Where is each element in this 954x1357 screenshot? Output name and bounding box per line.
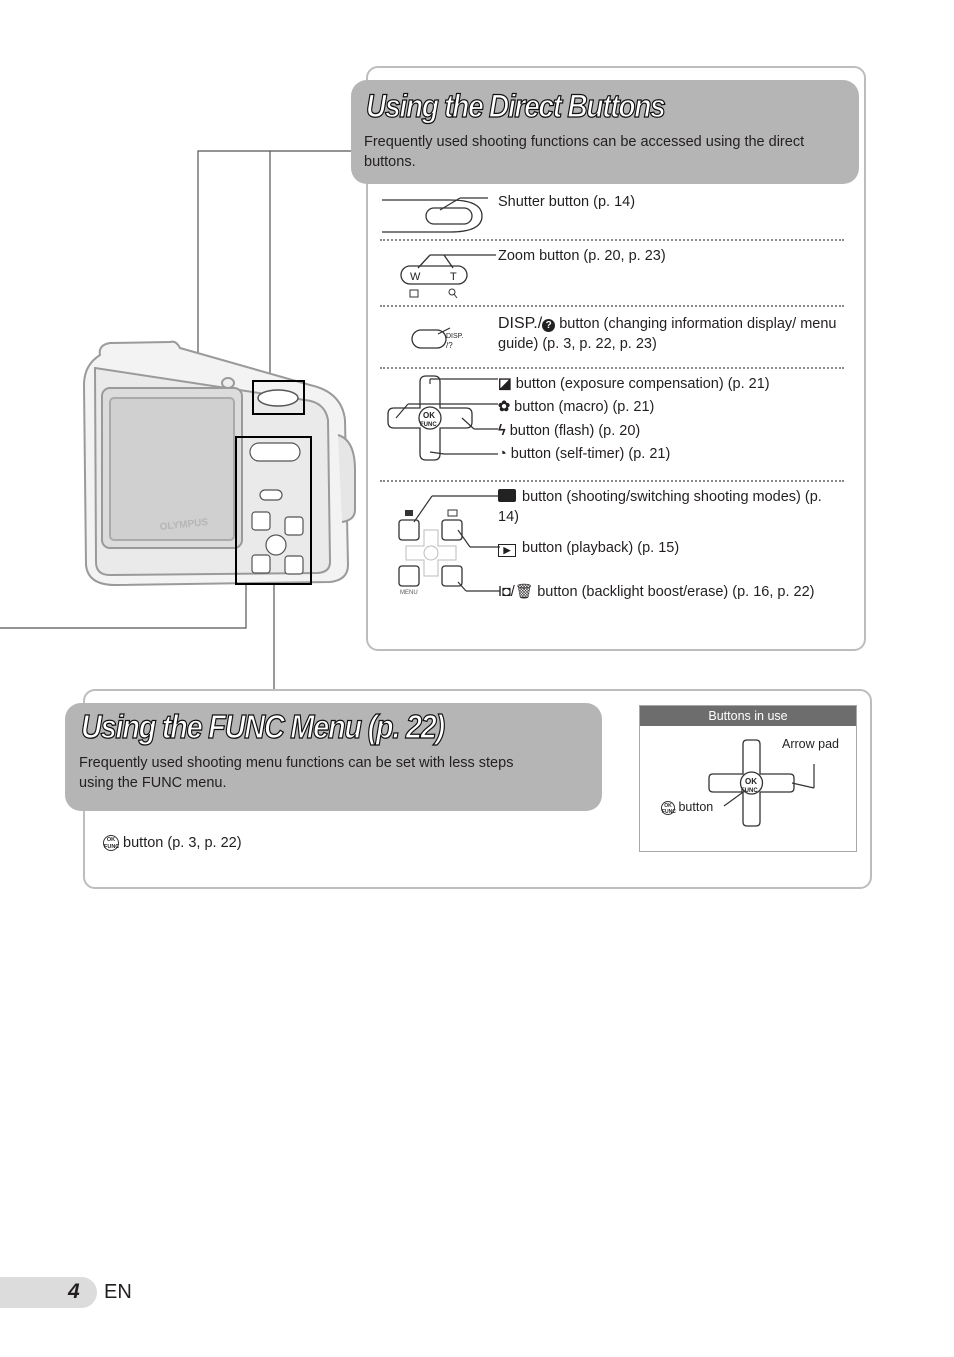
shooting-button-label: button (shooting/switching shooting modes) (p. 14) xyxy=(498,489,822,525)
selftimer-icon: ◔ xyxy=(498,446,507,462)
row-divider xyxy=(380,480,844,482)
mode-buttons-diagram xyxy=(394,490,504,600)
exposure-button-label: button (exposure compensation) (p. 21) xyxy=(515,376,770,392)
backlight-button-label: button (backlight boost/erase) (p. 16, p. 22) xyxy=(537,584,815,600)
direct-buttons-header xyxy=(351,80,859,184)
ok-func-icon: OK FUNC xyxy=(662,802,676,815)
shutter-button-diagram xyxy=(380,192,492,236)
backlight-button-row xyxy=(498,582,838,602)
zoom-w-label: W xyxy=(410,271,421,283)
flash-button-label: button (flash) (p. 20) xyxy=(509,423,641,439)
camera-icon xyxy=(498,489,516,502)
direct-buttons-title: Using the Direct Buttons xyxy=(366,88,665,124)
buttons-in-use-box xyxy=(639,705,857,852)
page-number-tab xyxy=(0,1277,97,1308)
func-label: FUNC xyxy=(420,422,437,428)
disp-label: DISP./ xyxy=(498,315,543,332)
playback-button-row xyxy=(498,538,679,558)
zoom-button-label: Zoom button (p. 20, p. 23) xyxy=(498,248,666,264)
disp-button-diagram xyxy=(410,326,500,354)
exposure-icon: ◪ xyxy=(498,376,512,392)
func-menu-header xyxy=(65,703,602,811)
menu-label: MENU xyxy=(400,590,418,596)
disp-button-text xyxy=(498,314,838,354)
func-menu-title: Using the FUNC Menu (p. 22) xyxy=(81,708,444,745)
macro-button-label: button (macro) (p. 21) xyxy=(514,399,655,415)
func-menu-description: Frequently used shooting menu functions can be set with less steps using the FUNC menu. xyxy=(79,755,514,791)
page-number: 4 xyxy=(68,1280,80,1303)
row-divider xyxy=(380,239,844,241)
direct-buttons-description: Frequently used shooting functions can be accessed using the direct buttons. xyxy=(364,134,805,170)
ok-button-label: button xyxy=(678,800,714,814)
svg-text:/?: /? xyxy=(446,341,453,350)
disp-icon-label: DISP. xyxy=(446,333,464,340)
buttons-in-use-header: Buttons in use xyxy=(640,706,856,726)
shutter-button-label: Shutter button (p. 14) xyxy=(498,194,636,210)
playback-button-label: button (playback) (p. 15) xyxy=(522,540,680,556)
arrow-pad-label: Arrow pad xyxy=(782,737,839,751)
ok-label: OK xyxy=(423,411,435,420)
macro-button-row xyxy=(498,397,654,417)
flash-icon: ϟ xyxy=(498,423,506,439)
macro-icon: ✿ xyxy=(498,399,511,415)
zoom-t-label: T xyxy=(450,271,457,283)
exposure-button-row xyxy=(498,374,770,394)
arrow-pad-diagram xyxy=(384,374,504,466)
svg-text:FUNC: FUNC xyxy=(741,788,758,794)
ok-func-icon: OK FUNC xyxy=(104,837,120,851)
selftimer-button-row xyxy=(498,444,670,464)
func-button-reference xyxy=(103,833,242,853)
playback-icon: ▶ xyxy=(498,544,516,557)
row-divider xyxy=(380,305,844,307)
shooting-button-row xyxy=(498,487,838,527)
help-icon: ? xyxy=(542,319,555,332)
disp-button-label: button (changing information display/ menu guide) (p. 3, p. 22, p. 23) xyxy=(498,316,837,352)
flash-button-row xyxy=(498,421,640,441)
camera-illustration xyxy=(80,340,360,590)
backlight-erase-icon: I◘/🗑 xyxy=(498,584,534,600)
svg-text:OK: OK xyxy=(745,777,757,786)
camera-brand: OLYMPUS xyxy=(159,516,209,533)
language-code: EN xyxy=(104,1281,132,1303)
func-button-label: button (p. 3, p. 22) xyxy=(123,835,242,851)
ok-button-label-row xyxy=(661,800,713,815)
row-divider xyxy=(380,367,844,369)
zoom-button-diagram xyxy=(398,248,498,300)
selftimer-button-label: button (self-timer) (p. 21) xyxy=(510,446,671,462)
